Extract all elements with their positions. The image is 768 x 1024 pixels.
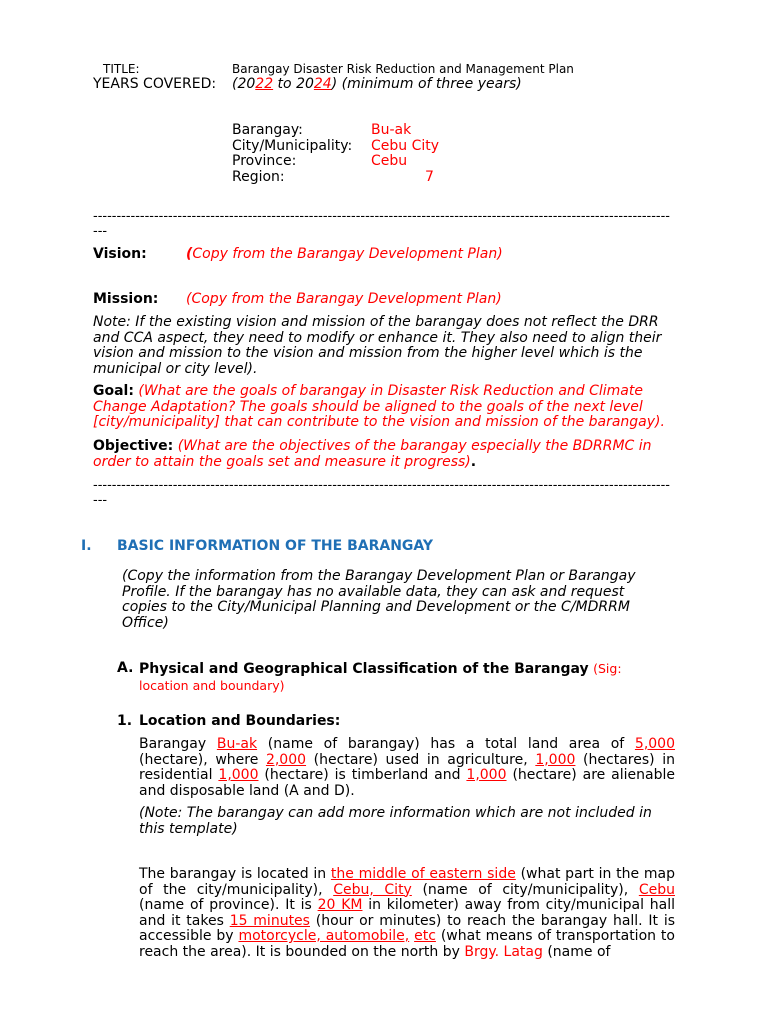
goal-paragraph — [93, 384, 675, 431]
agriculture-area-fill: 2,000 — [265, 751, 307, 768]
north-boundary-fill: Brgy. Latag — [464, 943, 543, 960]
subsection-note: (Sig: location and boundary) — [139, 661, 622, 693]
section-title: BASIC INFORMATION OF THE BARANGAY — [117, 538, 434, 554]
goal-label: Goal: — [93, 383, 134, 399]
residential-area-fill: 1,000 — [535, 751, 576, 768]
title-label: TITLE: — [103, 62, 140, 76]
years-text: ) (minimum of three years) — [331, 76, 522, 92]
mission-label: Mission: — [93, 291, 159, 307]
separator-line: ------------------------------------------------------------------------------------------------------------------------------ — [93, 209, 670, 239]
barangay-label: Barangay: — [232, 122, 303, 138]
template-note: (Note: The barangay can add more information which are not included in this template) — [139, 805, 652, 837]
text-run: (hour or minutes) to reach the barangay hall. It is accessible by — [139, 912, 676, 944]
barangay-value: Bu-ak — [371, 122, 412, 138]
region-value: 7 — [425, 169, 434, 185]
transport-etc-fill: etc — [414, 928, 436, 944]
text-run: (name of barangay) has a total land area of — [257, 736, 635, 752]
text-run: (hectare), where — [139, 751, 266, 768]
text-run: The barangay is located in — [139, 866, 331, 882]
objective-paragraph — [93, 439, 673, 470]
region-label: Region: — [232, 169, 285, 185]
city-value: Cebu City — [371, 138, 440, 154]
city-fill: Cebu, City — [333, 881, 412, 898]
barangay-name-fill: Bu-ak — [216, 736, 258, 752]
text-run: (name of — [542, 943, 611, 960]
city-label: City/Municipality: — [232, 138, 353, 154]
text-run: (hectare) used in agriculture, — [306, 751, 536, 768]
travel-time-fill: 15 minutes — [229, 912, 310, 929]
land-area-paragraph — [139, 737, 675, 799]
objective-end: . — [470, 453, 477, 470]
title-value: Barangay Disaster Risk Reduction and Management Plan — [232, 62, 574, 76]
subsection-heading — [139, 661, 649, 694]
vision-label: Vision: — [93, 246, 147, 262]
province-fill: Cebu — [638, 881, 675, 898]
alienable-area-fill: 1,000 — [466, 767, 507, 783]
goal-text: (What are the goals of barangay in Disaster Risk Reduction and Climate Change Adaptation? The goals should be aligned to the goals of the next level [city/municipality] that can contribute to the vision and mission of the barangay). — [93, 383, 665, 430]
objective-label: Objective: — [93, 438, 174, 454]
section-number: I. — [81, 538, 92, 554]
text-run: (name of city/municipality), — [411, 881, 639, 898]
vision-text — [186, 247, 503, 263]
years-text: (20 — [232, 76, 256, 92]
timberland-area-fill: 1,000 — [218, 767, 259, 783]
item-title: Location and Boundaries: — [139, 713, 341, 729]
text-run: (hectare) is timberland and — [258, 767, 467, 783]
province-value: Cebu — [371, 153, 408, 169]
start-year: 22 — [255, 76, 274, 92]
vision-body: Copy from the Barangay Development Plan) — [192, 246, 503, 262]
years-text: to 20 — [273, 76, 314, 92]
section-instruction: (Copy the information from the Barangay Development Plan or Barangay Profile. If the barangay has no available data, they can ask and request copies to the City/Municipal Planning and Development or the C/MDRRM Office) — [122, 568, 636, 631]
subsection-title: Physical and Geographical Classification of the Barangay — [139, 661, 589, 677]
mission-text: (Copy from the Barangay Development Plan) — [186, 291, 502, 307]
text-run: in kilometer) away from city/municipal hall and it takes — [139, 897, 675, 929]
vision-paren: ( — [186, 246, 193, 262]
text-run: (hectares) in residential — [139, 751, 675, 783]
transport-fill: motorcycle, automobile, — [238, 928, 410, 944]
item-number: 1. — [117, 713, 133, 729]
years-covered-value — [232, 77, 522, 93]
separator-line: ------------------------------------------------------------------------------------------------------------------------------ — [93, 478, 670, 508]
vision-mission-note: Note: If the existing vision and mission of the barangay does not reflect the DRR and CCA aspect, they need to modify or enhance it. They also need to align their vision and mission to the vision and mission from the higher level which is the municipal or city level). — [93, 314, 662, 377]
text-run: (hectare) are alienable and disposable land (A and D). — [139, 767, 676, 799]
objective-text: (What are the objectives of the barangay especially the BDRRMC in order to attain the goals set and measure it progress) — [93, 438, 652, 470]
text-run: (what part in the map of the city/municipality), — [139, 866, 675, 898]
map-part-fill: the middle of eastern side — [330, 866, 516, 882]
text-run: Barangay — [139, 736, 217, 752]
total-area-fill: 5,000 — [634, 736, 676, 752]
subsection-letter: A. — [117, 660, 134, 676]
location-paragraph — [139, 867, 675, 960]
province-label: Province: — [232, 153, 297, 169]
end-year: 24 — [313, 76, 332, 92]
years-covered-label: YEARS COVERED: — [93, 76, 217, 92]
distance-fill: 20 KM — [317, 897, 363, 913]
text-run: (what means of transportation to reach the area). It is bounded on the north by — [139, 928, 675, 960]
text-run: (name of province). It is — [139, 897, 318, 913]
